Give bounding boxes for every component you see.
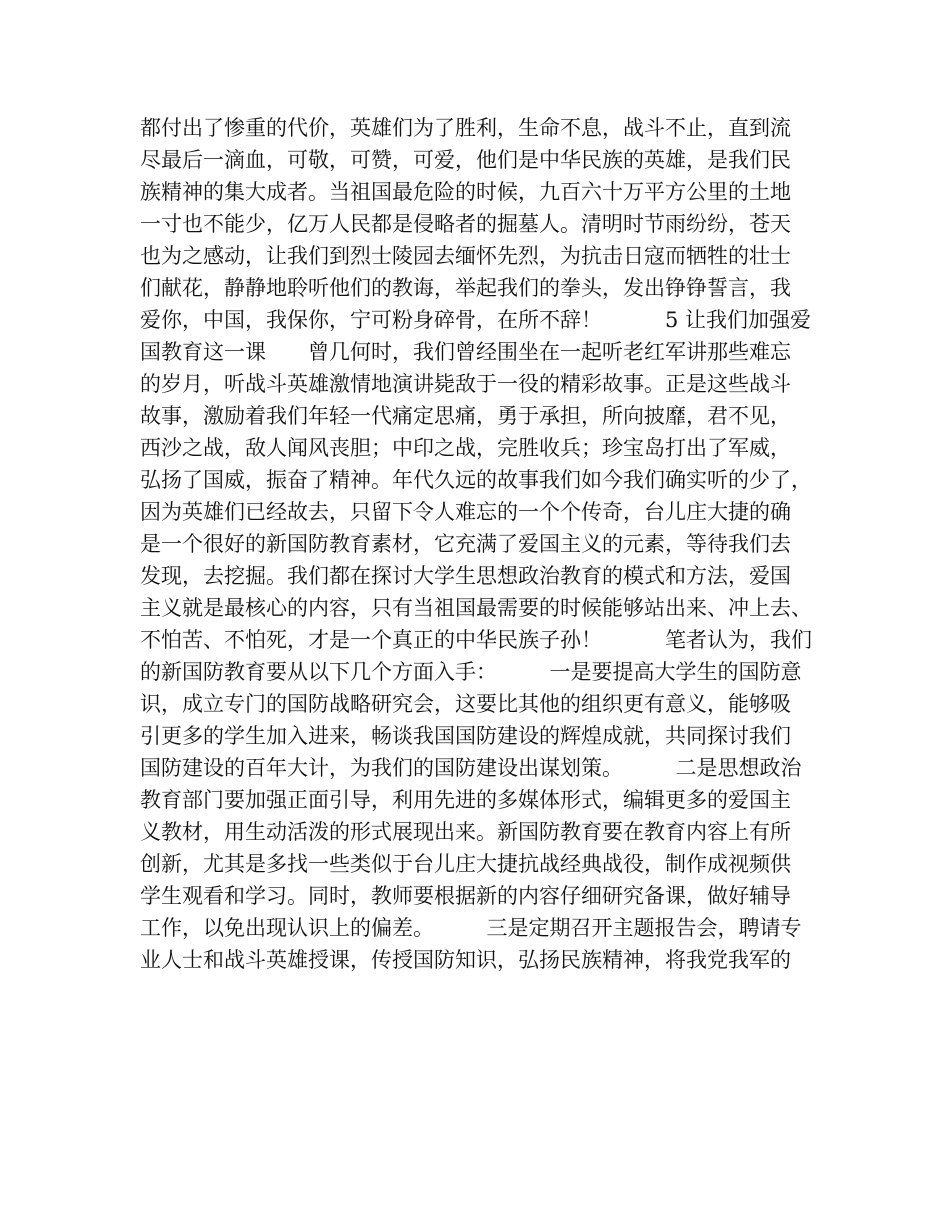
text-line: 发现，去挖掘。我们都在探讨大学生思想政治教育的模式和方法，爱国 xyxy=(140,564,791,588)
text-line: 义教材，用生动活泼的形式展现出来。新国防教育要在教育内容上有所 xyxy=(140,820,791,844)
text-line: 教育部门要加强正面引导，利用先进的多媒体形式，编辑更多的爱国主 xyxy=(140,788,791,812)
text-line: 引更多的学生加入进来，畅谈我国国防建设的辉煌成就，共同探讨我们 xyxy=(140,724,791,748)
text-line: 学生观看和学习。同时，教师要根据新的内容仔细研究备课，做好辅导 xyxy=(140,884,791,908)
text-line: 弘扬了国威，振奋了精神。年代久远的故事我们如今我们确实听的少了， xyxy=(140,468,812,492)
body-text xyxy=(140,112,840,976)
text-line: 一寸也不能少，亿万人民都是侵略者的掘墓人。清明时节雨纷纷，苍天 xyxy=(140,212,791,236)
text-line: 爱你，中国，我保你，宁可粉身碎骨，在所不辞！ 5 让我们加强爱 xyxy=(140,308,812,332)
text-line: 工作，以免出现认识上的偏差。 三是定期召开主题报告会，聘请专 xyxy=(140,916,802,940)
text-line: 创新，尤其是多找一些类似于台儿庄大捷抗战经典战役，制作成视频供 xyxy=(140,852,791,876)
text-line: 的新国防教育要从以下几个方面入手： 一是要提高大学生的国防意 xyxy=(140,660,802,684)
text-line: 因为英雄们已经故去，只留下令人难忘的一个个传奇，台儿庄大捷的确 xyxy=(140,500,791,524)
text-line: 的岁月，听战斗英雄激情地演讲毙敌于一役的精彩故事。正是这些战斗 xyxy=(140,372,791,396)
text-line: 们献花，静静地聆听他们的教诲，举起我们的拳头，发出铮铮誓言，我 xyxy=(140,276,791,300)
text-line: 是一个很好的新国防教育素材，它充满了爱国主义的元素，等待我们去 xyxy=(140,532,791,556)
text-line: 识，成立专门的国防战略研究会，这要比其他的组织更有意义，能够吸 xyxy=(140,692,791,716)
text-line: 国防建设的百年大计，为我们的国防建设出谋划策。 二是思想政治 xyxy=(140,756,802,780)
text-line: 也为之感动，让我们到烈士陵园去缅怀先烈，为抗击日寇而牺牲的壮士 xyxy=(140,244,791,268)
text-line: 都付出了惨重的代价，英雄们为了胜利，生命不息，战斗不止，直到流 xyxy=(140,116,791,140)
text-line: 不怕苦、不怕死，才是一个真正的中华民族子孙！ 笔者认为，我们 xyxy=(140,628,812,652)
text-line: 故事，激励着我们年轻一代痛定思痛，勇于承担，所向披靡，君不见， xyxy=(140,404,791,428)
text-line: 国教育这一课 曾几何时，我们曾经围坐在一起听老红军讲那些难忘 xyxy=(140,340,791,364)
text-line: 西沙之战，敌人闻风丧胆；中印之战，完胜收兵；珍宝岛打出了军威， xyxy=(140,436,791,460)
text-line: 尽最后一滴血，可敬，可赞，可爱，他们是中华民族的英雄，是我们民 xyxy=(140,148,791,172)
text-line: 业人士和战斗英雄授课，传授国防知识，弘扬民族精神，将我党我军的 xyxy=(140,948,791,972)
text-line: 族精神的集大成者。当祖国最危险的时候，九百六十万平方公里的土地 xyxy=(140,180,791,204)
text-line: 主义就是最核心的内容，只有当祖国最需要的时候能够站出来、冲上去、 xyxy=(140,596,812,620)
